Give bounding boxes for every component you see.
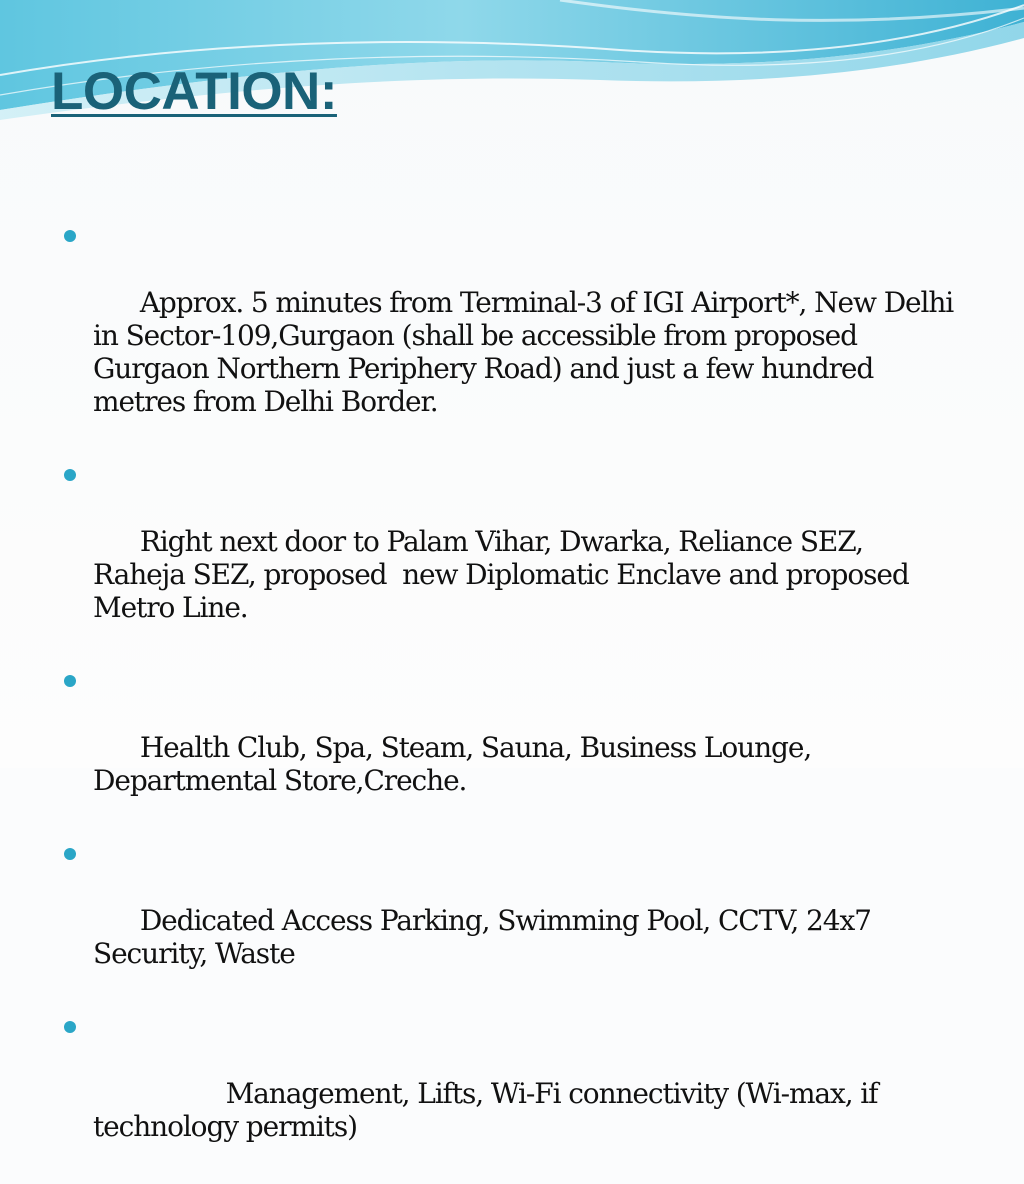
bullet-item [56,459,956,657]
bullet-dot-icon [64,1021,76,1033]
bullet-item [56,1011,956,1176]
slide-title: LOCATION: [51,62,337,121]
bullet-list [56,220,961,1184]
bullet-item [56,220,961,451]
bullet-dot-icon [64,848,76,860]
bullet-item [56,838,956,1003]
bullet-dot-icon [64,675,76,687]
bullet-dot-icon [64,469,76,481]
bullet-text: Approx. 5 minutes from Terminal-3 of IGI Airport*, New Delhi in Sector-109,Gurgaon (shall be accessible from proposed Gurgaon Northern Periphery Road) and just a few hundred metres from Delhi Border. [93,286,961,418]
bullet-text: Right next door to Palam Vihar, Dwarka, Reliance SEZ, Raheja SEZ, proposed new Diplomatic Enclave and proposed Metro Line. [93,525,917,624]
bullet-item [56,665,956,830]
bullet-dot-icon [64,230,76,242]
bullet-text: Dedicated Access Parking, Swimming Pool, CCTV, 24x7 Security, Waste [93,904,879,970]
bullet-text: Health Club, Spa, Steam, Sauna, Business Lounge, Departmental Store,Creche. [93,731,819,797]
bullet-text: Management, Lifts, Wi-Fi connectivity (Wi-max, if technology permits) [93,1077,886,1143]
